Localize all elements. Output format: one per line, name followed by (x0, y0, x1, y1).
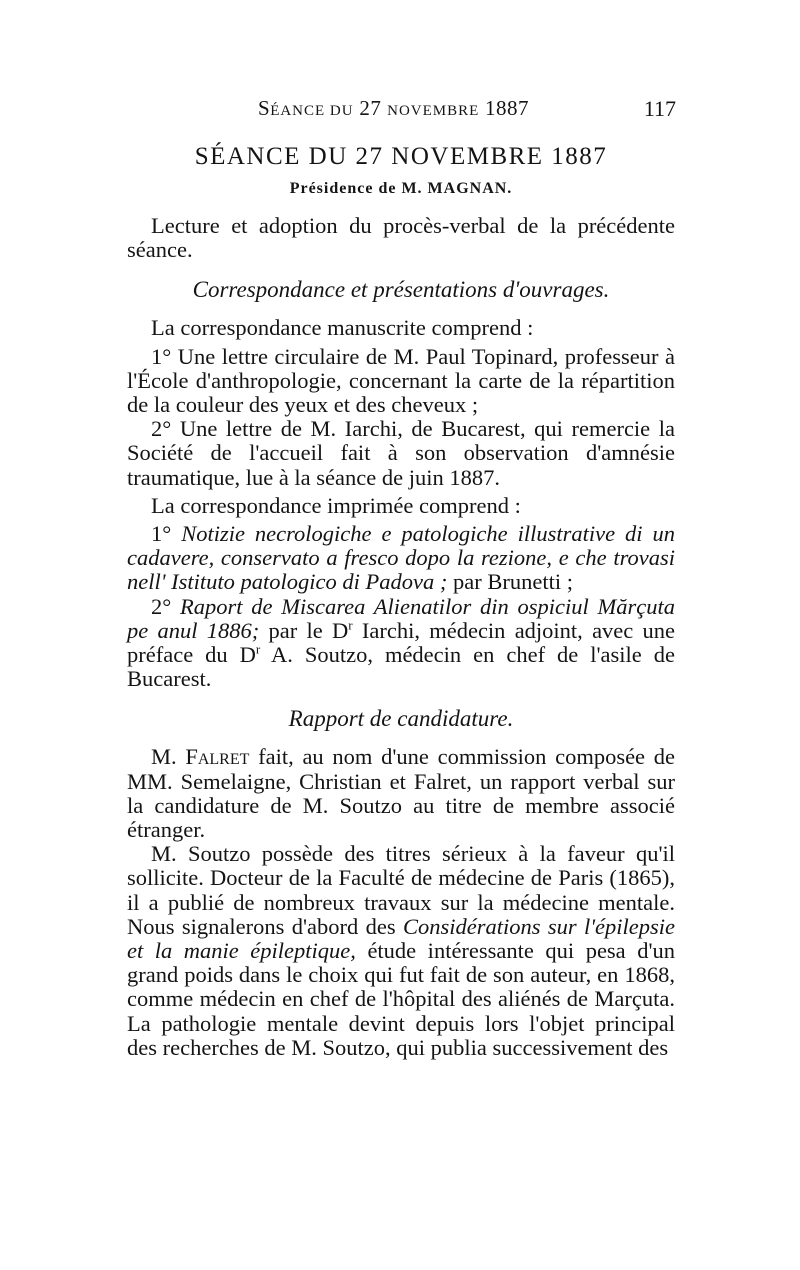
correspondence-heading: Correspondance et présentations d'ouvrages. (192, 277, 610, 303)
printed-item-1: 1° Notizie necrologiche e patologiche illustrative di un cadavere, conservato a fresco dopo la rezione, e che trovasi nell' Istituto patologico di Padova ; par Brunetti ; (127, 521, 675, 595)
sitting-title: SÉANCE DU 27 NOVEMBRE 1887 (194, 143, 608, 170)
manuscript-item-2: 2° Une lettre de M. Iarchi, de Bucarest, qui remercie la Société de l'accueil fait à son observation d'amnésie traumatique, lue à la séance de juin 1887. (127, 416, 675, 490)
running-head-title: SÉANCE DU 27 NOVEMBRE 1887 (258, 96, 530, 120)
text-block (127, 142, 675, 1060)
printed-intro: La correspondance imprimée comprend : (151, 492, 521, 518)
minutes-paragraph: Lecture et adoption du procès-verbal de la précédente séance. (127, 213, 675, 263)
manuscript-intro: La correspondance manuscrite comprend : (151, 315, 534, 341)
speaker-name: M. Falret (151, 744, 250, 770)
printed-item-1-title: Notizie necrologiche e patologiche illustrative di un cadavere, conservato a fresco dopo la rezione, e che trovasi nell' Istituto patologico di Padova ; (127, 521, 675, 595)
manuscript-item-1: 1° Une lettre circulaire de M. Paul Topinard, professeur à l'École d'anthropologie, concernant la carte de la répartition de la couleur des yeux et des cheveux ; (127, 343, 675, 418)
work-title: Considérations sur l'épilepsie et la manie épileptique, (127, 913, 676, 964)
printed-item-2-title: Raport de Miscarea Alienatilor din ospiciul Mărçuta pe anul 1886; (127, 593, 676, 643)
page-number: 117 (643, 96, 676, 121)
candidature-paragraph-1: M. Falret fait, au nom d'une commission composée de MM. Semelaigne, Christian et Falret, un rapport verbal sur la candidature de M. Soutzo au titre de membre associé étranger. (127, 744, 675, 843)
candidature-paragraph-2: M. Soutzo possède des titres sérieux à la faveur qu'il sollicite. Docteur de la Faculté de médecine de Paris (1865), il a publié de nombreux travaux sur la médecine mentale. Nous signalerons d'abord des Considérations sur l'épilepsie et la manie épileptique, étude intéressante qui pesa d'un grand poids dans le choix qui fut fait de son auteur, en 1868, comme médecin en chef de l'hôpital des aliénés de Marçuta. La pathologie mentale devint depuis lors l'objet principal des recherches de M. Soutzo, qui publia successivement des (127, 841, 676, 1060)
running-head (128, 96, 676, 126)
candidature-heading: Rapport de candidature. (288, 706, 514, 732)
presidency-line: Présidence de M. MAGNAN. (289, 180, 513, 197)
printed-item-2: 2° Raport de Miscarea Alienatilor din ospiciul Mărçuta pe anul 1886; par le $D^r$ Iarchi, médecin adjoint, avec une préface du $D^r$ A. Soutzo, médecin en chef de l'asile de Bucarest. (127, 593, 676, 692)
